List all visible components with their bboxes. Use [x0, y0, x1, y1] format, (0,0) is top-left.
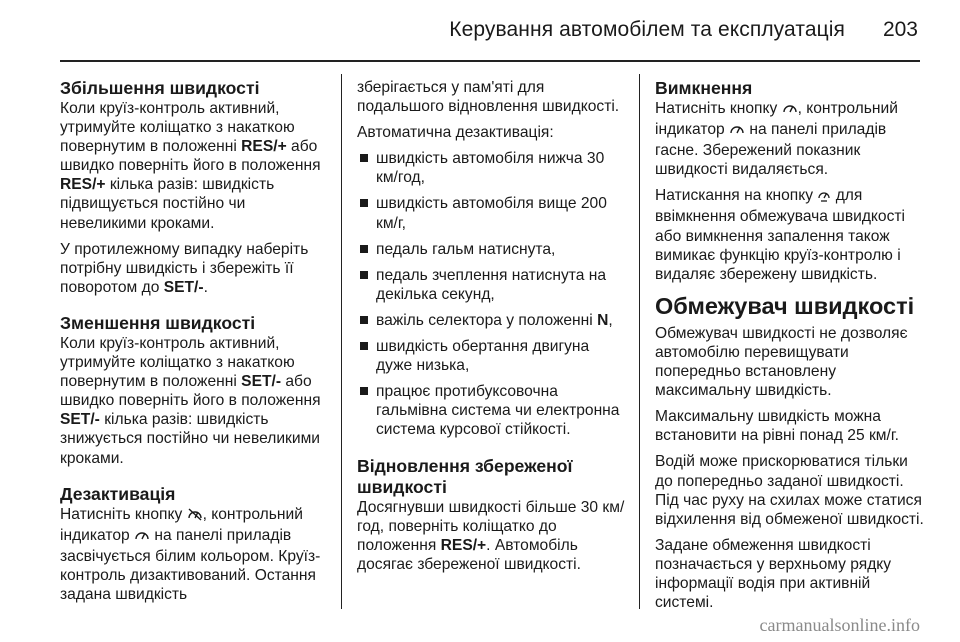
text: для ввімкнення обмежувача швидкості або вимкнення запалення також вимикає функцію круїз-контролю і видаляє збережену швидкість.	[655, 187, 905, 283]
text: Натисніть кнопку	[60, 505, 187, 523]
list-item	[357, 149, 629, 187]
bold-text: SET/-	[60, 411, 100, 429]
text: або швидко поверніть його в положення	[60, 373, 321, 410]
paragraph: Автоматична дезактивація:	[357, 124, 554, 142]
paragraph	[655, 186, 927, 283]
page-number: 203	[882, 18, 918, 41]
section-speed-limiter	[655, 292, 927, 612]
paragraph: зберігається у пам'яті для подальшого відновлення швидкості.	[357, 79, 620, 116]
paragraph	[357, 498, 629, 574]
bold-text: RES/+	[241, 138, 287, 156]
bullet-icon	[360, 342, 368, 350]
heading-deactivation: Дезактивація	[60, 483, 176, 504]
page-header	[0, 0, 960, 62]
text: швидкість автомобіля нижча 30 км/год,	[376, 150, 605, 187]
text: на панелі приладів гасне. Збережений показник швидкості видаляється.	[655, 121, 887, 179]
section-restore-speed	[357, 456, 629, 574]
header-title: Керування автомобілем та експлуатація	[449, 18, 845, 41]
text: Коли круїз-контроль активний, утримуйте коліщатко з накаткою повернутим в положенні	[60, 100, 295, 156]
bold-text: RES/+	[60, 176, 106, 194]
text: швидкість автомобіля вище 200 км/г,	[376, 195, 607, 232]
list-item	[357, 194, 629, 232]
paragraph: Задане обмеження швидкості позначається у верхньому рядку інформації водія при активній системі.	[655, 536, 892, 612]
bullet-icon	[360, 199, 368, 207]
bold-text: N	[597, 311, 609, 329]
text: . Автомобіль досягає збереженої швидкості.	[357, 536, 581, 573]
cruise-control-indicator-icon	[729, 122, 745, 141]
text: швидкість обертання двигуна дуже низька,	[376, 338, 590, 375]
text: У протилежному випадку наберіть потрібну швидкість і збережіть її поворотом до	[60, 240, 309, 296]
bullet-icon	[360, 154, 368, 162]
text: працює протибуксовочна гальмівна система чи електронна система курсової стійкості.	[376, 383, 620, 439]
text: Натисніть кнопку	[655, 100, 782, 117]
column-3	[655, 78, 927, 628]
text: педаль зчеплення натиснута на декілька секунд,	[376, 266, 606, 303]
header-rule	[60, 60, 920, 62]
bullet-icon	[360, 387, 368, 395]
watermark: carmanualsonline.info	[759, 615, 920, 635]
column-1	[60, 78, 332, 620]
text: кілька разів: швидкість підвищується постійно чи невеликими кроками.	[60, 176, 275, 232]
list-item	[357, 240, 629, 259]
section-switch-off	[655, 78, 927, 284]
speed-limiter-button-icon	[817, 188, 831, 207]
text: , контрольний індикатор	[655, 100, 898, 139]
list-item	[357, 337, 629, 375]
heading-speed-limiter: Обмежувач швидкості	[655, 292, 915, 319]
list-item	[357, 382, 629, 439]
paragraph	[655, 99, 927, 179]
text: важіль селектора у положенні	[376, 311, 598, 329]
text: ,	[608, 311, 613, 329]
section-decrease-speed	[60, 313, 332, 468]
list-item	[357, 311, 629, 330]
cruise-control-indicator-icon	[134, 528, 150, 547]
column-2	[357, 78, 629, 590]
text: , контрольний індикатор	[60, 505, 303, 544]
paragraph	[60, 99, 332, 233]
cruise-control-button-icon	[782, 101, 798, 120]
paragraph: Максимальну швидкість можна встановити на рівні понад 25 км/г.	[655, 408, 899, 445]
column-divider-1	[341, 74, 342, 609]
paragraph	[60, 334, 332, 468]
text: педаль гальм натиснута,	[376, 240, 556, 258]
paragraph: Водій може прискорюватися тільки до попередньо заданої швидкості. Під час руху на схилах може статися відхилення від обмеженої швидкості.	[655, 453, 924, 528]
text: Натискання на кнопку	[655, 187, 818, 205]
bullet-icon	[360, 245, 368, 253]
bullet-icon	[360, 316, 368, 324]
heading-restore-speed: Відновлення збереженої швидкості	[357, 455, 573, 497]
section-increase-speed	[60, 78, 332, 297]
text: .	[203, 278, 208, 296]
bullet-icon	[360, 271, 368, 279]
heading-switch-off: Вимкнення	[655, 78, 753, 98]
text: на панелі приладів засвічується білим кольором. Круїз-контроль дизактивований. Остання задана швидкість	[60, 526, 321, 603]
text: Досягнувши швидкості більше 30 км/год, поверніть коліщатко до положення	[357, 498, 625, 554]
bold-text: SET/-	[163, 278, 204, 296]
list-item	[357, 266, 629, 304]
text: Коли круїз-контроль активний, утримуйте коліщатко з накаткою повернутим в положенні	[60, 334, 295, 391]
column-divider-2	[639, 74, 640, 609]
text: кілька разів: швидкість знижується постійно чи невеликими кроками.	[60, 411, 321, 467]
bold-text: SET/-	[241, 373, 282, 391]
bold-text: RES/+	[440, 536, 487, 554]
paragraph	[60, 505, 332, 604]
paragraph: Обмежувач швидкості не дозволяє автомобілю перевищувати попередньо встановлену максимальну швидкість.	[655, 324, 908, 400]
auto-deactivation-list	[357, 149, 629, 439]
section-deactivation	[60, 484, 332, 604]
heading-increase-speed: Збільшення швидкості	[60, 78, 260, 98]
text: або швидко поверніть його в положення	[60, 138, 321, 175]
paragraph	[60, 240, 332, 297]
heading-decrease-speed: Зменшення швидкості	[60, 312, 256, 333]
cruise-cancel-icon	[187, 507, 203, 526]
